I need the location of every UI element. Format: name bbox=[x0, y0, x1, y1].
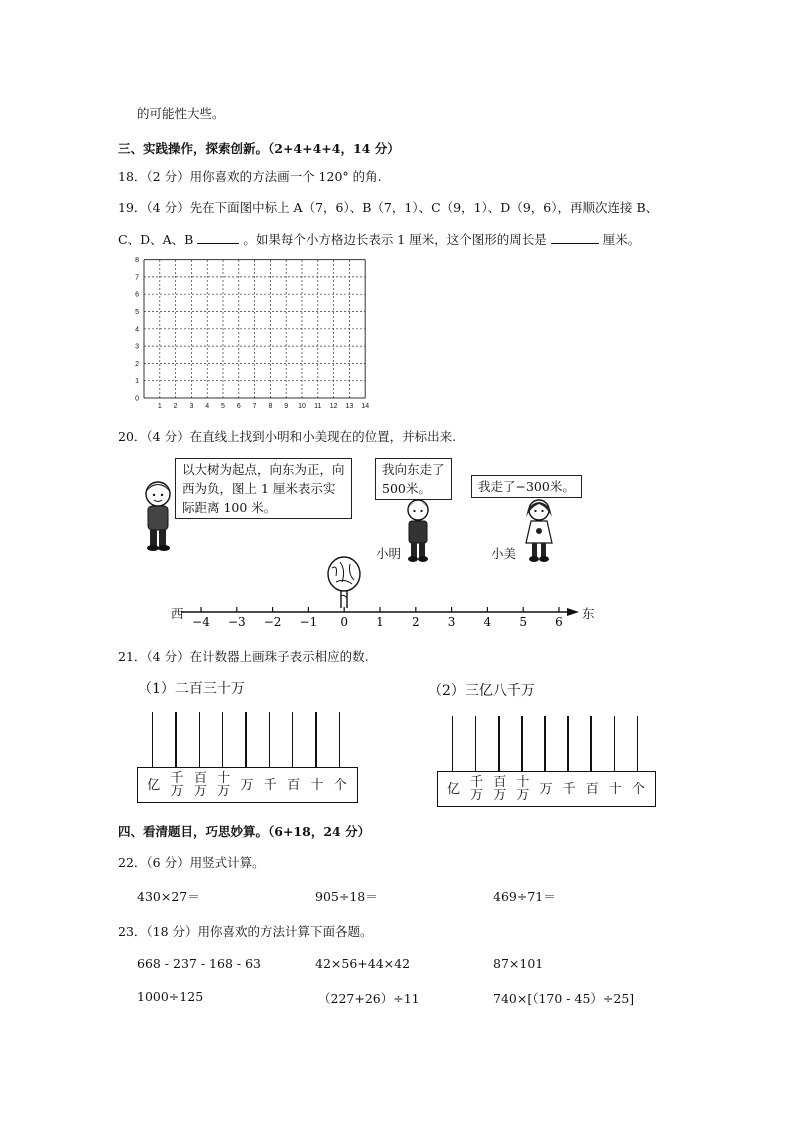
x-tick-label: 11 bbox=[314, 403, 322, 410]
abacus-place-char: 个 bbox=[333, 777, 347, 793]
number-line-tick-label: 1 bbox=[376, 615, 384, 629]
calc-item: 469÷71＝ bbox=[493, 889, 556, 904]
abacus-rod[interactable] bbox=[614, 716, 616, 771]
section-3-title: 三、实践操作，探索创新。（2+4+4+4，14 分） bbox=[118, 141, 400, 156]
x-tick-label: 14 bbox=[361, 403, 370, 410]
abacus-place-label bbox=[142, 779, 165, 792]
abacus-place-char: 亿 bbox=[147, 777, 161, 793]
abacus-rod[interactable] bbox=[199, 712, 201, 767]
abacus-place-char: 千 bbox=[470, 775, 484, 790]
x-tick-label: 7 bbox=[252, 403, 257, 410]
abacus-place-char: 万 bbox=[193, 784, 207, 799]
xiaoming-bubble-line: 我向东走了 bbox=[382, 462, 445, 477]
teacher-speech-bubble bbox=[175, 458, 352, 519]
abacus-rod[interactable] bbox=[637, 716, 639, 771]
abacus-rod[interactable] bbox=[567, 716, 569, 771]
x-tick-label: 4 bbox=[205, 403, 210, 410]
abacus-place-char: 十 bbox=[516, 775, 530, 790]
abacus-place-char: 万 bbox=[470, 788, 484, 803]
calc-item: 740×[（170 - 45）÷25] bbox=[493, 991, 635, 1006]
abacus-place-char: 千 bbox=[562, 781, 576, 797]
question-19-line2 bbox=[118, 230, 640, 248]
abacus-2-title: （2）三亿八千万 bbox=[428, 683, 535, 699]
question-22: 22．（6 分）用竖式计算。 bbox=[118, 855, 265, 870]
abacus-rod[interactable] bbox=[544, 716, 546, 771]
abacus-1-title: （1）二百三十万 bbox=[138, 681, 245, 697]
number-line-tick-label: 5 bbox=[519, 615, 528, 629]
abacus-place-label bbox=[604, 783, 627, 796]
abacus-rod[interactable] bbox=[245, 712, 247, 767]
abacus-rod[interactable] bbox=[590, 716, 592, 771]
calc-item: （227+26）÷11 bbox=[318, 991, 420, 1006]
question-19-unit: 厘米。 bbox=[602, 232, 641, 247]
grid-lines bbox=[144, 260, 365, 398]
calc-item: 42×56+44×42 bbox=[315, 956, 411, 971]
abacus-place-label bbox=[235, 779, 258, 792]
y-tick-label: 3 bbox=[135, 343, 139, 351]
abacus-rod[interactable] bbox=[292, 712, 294, 767]
xiaomei-figure bbox=[519, 497, 559, 565]
abacus-rod[interactable] bbox=[339, 712, 341, 767]
number-line-tick-label: −3 bbox=[227, 615, 246, 629]
x-tick-label: 5 bbox=[221, 403, 225, 410]
east-label: 东 bbox=[582, 606, 595, 621]
abacus-place-label bbox=[189, 772, 212, 798]
abacus-place-char: 千 bbox=[263, 777, 277, 793]
calc-item: 1000÷125 bbox=[137, 989, 204, 1004]
abacus-place-label bbox=[488, 776, 511, 802]
number-line-tick-label: 6 bbox=[555, 615, 563, 629]
abacus-place-label bbox=[305, 779, 328, 792]
x-tick-label: 10 bbox=[298, 403, 306, 410]
abacus-place-char: 亿 bbox=[447, 781, 461, 797]
grid-axis-labels bbox=[135, 257, 369, 410]
abacus-place-char: 万 bbox=[539, 781, 553, 797]
abacus-place-char: 百 bbox=[287, 777, 301, 793]
abacus-place-label bbox=[212, 772, 235, 798]
question-19-line1: 19．（4 分）先在下面图中标上 A（7，6）、B（7，1）、C（9，1）、D（9，6），再顺次连接 B、 bbox=[118, 200, 659, 215]
y-tick-label: 2 bbox=[135, 360, 139, 368]
x-tick-label: 3 bbox=[189, 403, 194, 410]
west-label: 西 bbox=[171, 606, 184, 621]
abacus-place-char: 百 bbox=[193, 771, 207, 786]
y-tick-label: 7 bbox=[135, 274, 139, 282]
y-tick-label: 1 bbox=[135, 378, 139, 386]
question-19-points: C、D、A、B bbox=[118, 232, 194, 247]
abacus-place-label bbox=[511, 776, 534, 802]
abacus-base bbox=[137, 767, 358, 803]
y-tick-label: 0 bbox=[135, 395, 139, 403]
abacus-place-label bbox=[581, 783, 604, 796]
xiaoming-bubble-line: 500米。 bbox=[382, 481, 431, 496]
abacus-rod[interactable] bbox=[498, 716, 500, 771]
question-18: 18．（2 分）用你喜欢的方法画一个 120° 的角. bbox=[118, 169, 382, 184]
abacus-place-char: 万 bbox=[170, 784, 184, 799]
xiaoming-speech-bubble bbox=[375, 458, 452, 500]
teacher-bubble-line: 以大树为起点，向东为正，向 bbox=[182, 462, 345, 477]
abacus-place-label bbox=[329, 779, 352, 792]
y-tick-label: 4 bbox=[135, 326, 139, 334]
abacus-rod[interactable] bbox=[269, 712, 271, 767]
abacus-place-label bbox=[442, 783, 465, 796]
x-tick-label: 2 bbox=[173, 403, 178, 410]
abacus-place-label bbox=[259, 779, 282, 792]
abacus-rod[interactable] bbox=[175, 712, 177, 767]
abacus-place-label bbox=[534, 783, 557, 796]
y-tick-label: 8 bbox=[135, 257, 139, 265]
section-4-title: 四、看清题目，巧思妙算。（6+18，24 分） bbox=[118, 824, 371, 839]
calc-item: 430×27＝ bbox=[137, 889, 200, 904]
abacus-place-char: 万 bbox=[217, 784, 231, 799]
abacus-place-char: 个 bbox=[631, 781, 645, 797]
abacus-place-char: 百 bbox=[493, 775, 507, 790]
number-line-tick-label: −2 bbox=[263, 615, 282, 629]
abacus-place-char: 十 bbox=[310, 777, 324, 793]
number-line-tick-label: −4 bbox=[192, 615, 210, 629]
abacus-1[interactable] bbox=[137, 712, 355, 802]
abacus-place-char: 千 bbox=[170, 771, 184, 786]
number-line-arrow-icon bbox=[567, 608, 579, 616]
abacus-place-char: 万 bbox=[516, 788, 530, 803]
number-line-tick-label: 3 bbox=[447, 615, 456, 629]
abacus-rod[interactable] bbox=[521, 716, 523, 771]
abacus-base bbox=[437, 771, 656, 807]
abacus-rod[interactable] bbox=[315, 712, 317, 767]
number-line-tick-label: −1 bbox=[299, 615, 318, 629]
coordinate-grid[interactable] bbox=[128, 252, 380, 414]
number-line-tick-label: 2 bbox=[411, 615, 420, 629]
abacus-place-label bbox=[282, 779, 305, 792]
abacus-place-label bbox=[165, 772, 188, 798]
abacus-place-label bbox=[627, 783, 650, 796]
abacus-place-char: 百 bbox=[585, 781, 599, 797]
xiaoming-name: 小明 bbox=[376, 546, 402, 561]
x-tick-label: 8 bbox=[268, 403, 273, 410]
y-tick-label: 6 bbox=[135, 291, 139, 299]
y-tick-label: 5 bbox=[135, 309, 139, 316]
number-line[interactable] bbox=[165, 600, 605, 632]
teacher-bubble-line: 际距离 100 米。 bbox=[182, 500, 277, 515]
abacus-place-label bbox=[558, 783, 581, 796]
x-tick-label: 6 bbox=[236, 403, 241, 410]
number-line-tick-label: 4 bbox=[483, 615, 492, 629]
number-line-tick-label: 0 bbox=[340, 615, 349, 629]
x-tick-label: 13 bbox=[345, 403, 354, 410]
calc-item: 87×101 bbox=[493, 956, 544, 971]
answer-blank-perimeter[interactable] bbox=[551, 231, 599, 244]
abacus-place-char: 十 bbox=[217, 771, 231, 786]
abacus-place-char: 十 bbox=[608, 781, 622, 797]
xiaomei-speech-bubble: 我走了−300米。 bbox=[471, 475, 582, 498]
abacus-place-char: 万 bbox=[493, 788, 507, 803]
teacher-bubble-line: 西为负，图上 1 厘米表示实 bbox=[182, 481, 336, 496]
x-tick-label: 12 bbox=[329, 403, 338, 410]
abacus-rod[interactable] bbox=[452, 716, 454, 771]
calc-item: 668 - 237 - 168 - 63 bbox=[137, 956, 261, 971]
teacher-figure bbox=[138, 478, 178, 553]
abacus-rod[interactable] bbox=[475, 716, 477, 771]
question-23: 23．（18 分）用你喜欢的方法计算下面各题。 bbox=[118, 924, 373, 939]
xiaomei-name: 小美 bbox=[491, 546, 517, 561]
question-21: 21．（4 分）在计数器上画珠子表示相应的数. bbox=[118, 649, 369, 664]
answer-blank-shape[interactable] bbox=[197, 231, 239, 244]
abacus-place-label bbox=[465, 776, 488, 802]
abacus-rod[interactable] bbox=[152, 712, 154, 767]
abacus-rod[interactable] bbox=[222, 712, 224, 767]
question-19-perimeter-text: 。如果每个小方格边长表示 1 厘米，这个图形的周长是 bbox=[243, 232, 547, 247]
xiaoming-figure bbox=[400, 497, 436, 565]
calc-item: 905÷18＝ bbox=[315, 889, 378, 904]
abacus-place-char: 万 bbox=[240, 777, 254, 793]
continued-text: 的可能性大些。 bbox=[137, 106, 225, 121]
x-tick-label: 9 bbox=[284, 403, 289, 410]
question-20: 20．（4 分）在直线上找到小明和小美现在的位置，并标出来. bbox=[118, 429, 457, 444]
x-tick-label: 1 bbox=[157, 403, 162, 410]
abacus-2[interactable] bbox=[437, 716, 653, 806]
